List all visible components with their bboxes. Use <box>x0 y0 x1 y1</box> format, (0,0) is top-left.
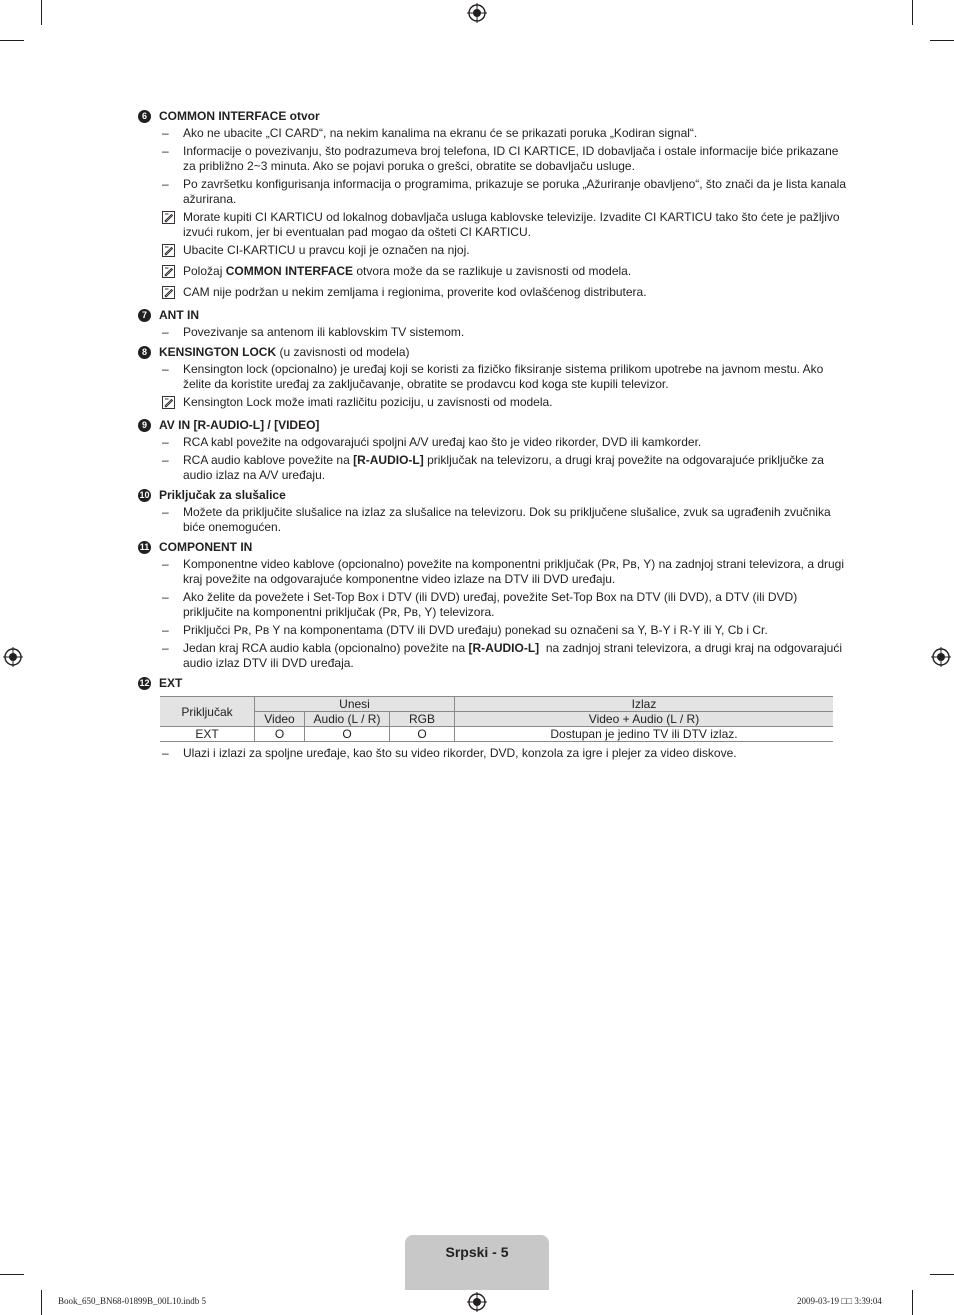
footer-timestamp: 2009-03-19 □□ 3:39:04 <box>797 1296 882 1306</box>
section-heading <box>138 308 848 323</box>
list-item-text <box>183 453 848 483</box>
section-number-badge: 11 <box>139 542 150 552</box>
list-item <box>138 623 848 638</box>
section-heading <box>138 488 848 503</box>
list-item <box>138 325 848 340</box>
section-number-badge: 8 <box>138 346 151 359</box>
section-title: EXT <box>159 676 183 690</box>
text-segment: na zadnjoj strani televizora, a drugi kraj na odgovarajući audio izlaz DTV ili DVD uređaja. <box>183 641 846 670</box>
table-cell-output: Dostupan je jedino TV ili DTV izlaz. <box>455 727 834 742</box>
dash-bullet <box>138 126 183 141</box>
section-11 <box>138 540 848 671</box>
dash-bullet <box>138 641 183 671</box>
dash-bullet <box>138 144 183 174</box>
list-item <box>138 285 848 303</box>
text-segment: RCA audio kablove povežite na <box>183 453 354 467</box>
registration-mark-icon <box>931 647 951 667</box>
dash-bullet <box>138 590 183 620</box>
note-icon <box>138 285 183 303</box>
list-item <box>138 264 848 282</box>
list-item-text: Priključci Pʀ, Pʙ Y na komponentama (DTV ili DVD uređaju) ponekad su označeni sa Y, B-Y i R-Y ili Y, Cb i Cr. <box>183 623 768 637</box>
list-item-text: Po završetku konfigurisanja informacija o programima, prikazuje se poruka „Ažuriranje obavljeno“, što znači da je lista kanala ažurirana. <box>183 177 846 206</box>
table-header-rgb: RGB <box>390 712 455 727</box>
section-title: KENSINGTON LOCK <box>159 345 277 359</box>
bold-term: COMMON INTERFACE <box>225 264 354 278</box>
text-segment: Jedan kraj RCA audio kabla (opcionalno) povežite na <box>183 641 469 655</box>
section-heading <box>138 418 848 433</box>
list-item <box>138 144 848 174</box>
list-item <box>138 453 848 483</box>
list-item <box>138 557 848 587</box>
list-item <box>138 210 848 240</box>
ext-note-text: Ulazi i izlazi za spoljne uređaje, kao što su video rikorder, DVD, konzola za igre i plejer za video diskove. <box>183 746 737 760</box>
section-heading <box>138 109 848 124</box>
list-item <box>138 590 848 620</box>
section-number-badge: 7 <box>138 309 151 322</box>
list-item <box>138 243 848 261</box>
section-title-note: (u zavisnosti od modela) <box>276 345 410 359</box>
section-9 <box>138 418 848 483</box>
section-number-badge: 12 <box>139 678 150 688</box>
text-segment: Položaj <box>183 264 226 278</box>
section-number-badge: 10 <box>139 490 150 500</box>
list-item <box>138 505 848 535</box>
dash-bullet <box>138 746 183 761</box>
list-item-text: Morate kupiti CI KARTICU od lokalnog dobavljača usluga kablovske televizije. Izvadite CI KARTICU tako što ćete je pažljivo izvući rukom, jer bi eventualan pad mogao da ošteti CI KARTICU. <box>183 210 840 239</box>
section-heading <box>138 345 848 360</box>
list-item <box>138 435 848 450</box>
list-item-text: Povezivanje sa antenom ili kablovskim TV sistemom. <box>183 325 465 339</box>
section-title: COMPONENT IN <box>159 540 253 554</box>
section-heading <box>138 676 848 691</box>
table-header-output-sub: Video + Audio (L / R) <box>455 712 834 727</box>
section-title: ANT IN <box>159 308 199 322</box>
list-item-text: Ako želite da povežete i Set-Top Box i DTV (ili DVD) uređaj, povežite Set-Top Box na DTV (ili DVD), a DTV (ili DVD) priključite na komponentni priključak (Pʀ, Pʙ, Y) televizora. <box>183 590 798 619</box>
registration-mark-icon <box>3 647 23 667</box>
dash-bullet <box>138 623 183 638</box>
section-10 <box>138 488 848 535</box>
section-title: Priključak za slušalice <box>159 488 286 502</box>
bold-term: [R-AUDIO-L] <box>468 641 540 655</box>
list-item-text <box>183 641 848 671</box>
table-cell-name: EXT <box>160 727 255 742</box>
dash-bullet <box>138 177 183 207</box>
ext-note <box>138 746 848 761</box>
list-item-text: Možete da priključite slušalice na izlaz za slušalice na televizoru. Dok su priključene slušalice, zvuk sa ugrađenih zvučnika biće onemogućen. <box>183 505 831 534</box>
list-item <box>138 641 848 671</box>
bold-term: [R-AUDIO-L] <box>353 453 424 467</box>
section-number-badge: 9 <box>138 419 151 432</box>
registration-mark-icon <box>467 1292 487 1312</box>
list-item-text: RCA kabl povežite na odgovarajući spoljni A/V uređaj kao što je video rikorder, DVD ili kamkorder. <box>183 435 702 449</box>
dash-bullet <box>138 325 183 340</box>
table-header-output: Izlaz <box>455 697 834 712</box>
table-cell-video: O <box>255 727 305 742</box>
registration-mark-icon <box>467 3 487 23</box>
footer-file-name: Book_650_BN68-01899B_00L10.indb 5 <box>58 1296 207 1306</box>
list-item <box>138 177 848 207</box>
text-segment: priključak na televizoru, a drugi kraj povežite na odgovarajuće priključke za audio izlaz na A/V uređaju. <box>183 453 828 482</box>
section-title: AV IN [R-AUDIO-L] / [VIDEO] <box>159 418 320 432</box>
table-cell-audio: O <box>305 727 390 742</box>
list-item-text: CAM nije podržan u nekim zemljama i regionima, proverite kod ovlašćenog distributera. <box>183 285 647 299</box>
list-item-text: Komponentne video kablove (opcionalno) povežite na komponentni priključak (Pʀ, Pʙ, Y) na zadnjoj strani televizora, a drugi kraj povežite na odgovarajuće komponentne video izlaze na DTV ili DVD uređaju. <box>183 557 845 586</box>
sections-list <box>138 109 848 691</box>
table-header-connector: Priključak <box>160 697 255 727</box>
list-item <box>138 362 848 392</box>
text-segment: otvora može da se razlikuje u zavisnosti od modela. <box>353 264 632 278</box>
table-header-inputs: Unesi <box>255 697 455 712</box>
table-header-audio: Audio (L / R) <box>305 712 390 727</box>
list-item-text: Informacije o povezivanju, što podrazumeva broj telefona, ID CI KARTICE, ID dobavljača i ostale informacije biće prikazane za približno 2~3 minuta. Ako se pojavi poruka o grešci, obratite se dobavljaču usluge. <box>183 144 839 173</box>
table-cell-rgb: O <box>390 727 455 742</box>
section-6 <box>138 109 848 303</box>
list-item-text: Kensington lock (opcionalno) je uređaj koji se koristi za fizičko fiksiranje sistema prilikom upotrebe na javnom mestu. Ako želite da koristite uređaj za zaključavanje, obratite se prodavcu kod koga ste kupili televizor. <box>183 362 824 391</box>
list-item <box>138 126 848 141</box>
note-icon <box>138 395 183 413</box>
list-item-text: Kensington Lock može imati različitu poziciju, u zavisnosti od modela. <box>183 395 553 409</box>
note-icon <box>138 243 183 261</box>
dash-bullet <box>138 505 183 535</box>
dash-bullet <box>138 362 183 392</box>
dash-bullet <box>138 557 183 587</box>
section-number-badge: 6 <box>138 110 151 123</box>
dash-bullet <box>138 453 183 483</box>
section-8 <box>138 345 848 413</box>
dash-bullet <box>138 435 183 450</box>
page-content <box>138 109 848 764</box>
page-label: Srpski - 5 <box>445 1244 509 1260</box>
section-heading <box>138 540 848 555</box>
section-12 <box>138 676 848 691</box>
table-row <box>160 727 833 742</box>
table-header-video: Video <box>255 712 305 727</box>
list-item-text: Ako ne ubacite „CI CARD“, na nekim kanalima na ekranu će se prikazati poruka „Kodiran signal“. <box>183 126 698 140</box>
list-item-text <box>183 264 848 282</box>
note-icon <box>138 264 183 282</box>
page-number-tab <box>405 1235 549 1290</box>
section-title: COMMON INTERFACE otvor <box>159 109 320 123</box>
section-7 <box>138 308 848 340</box>
list-item <box>138 395 848 413</box>
note-icon <box>138 210 183 240</box>
ext-table <box>160 696 833 742</box>
list-item-text: Ubacite CI-KARTICU u pravcu koji je označen na njoj. <box>183 243 470 257</box>
